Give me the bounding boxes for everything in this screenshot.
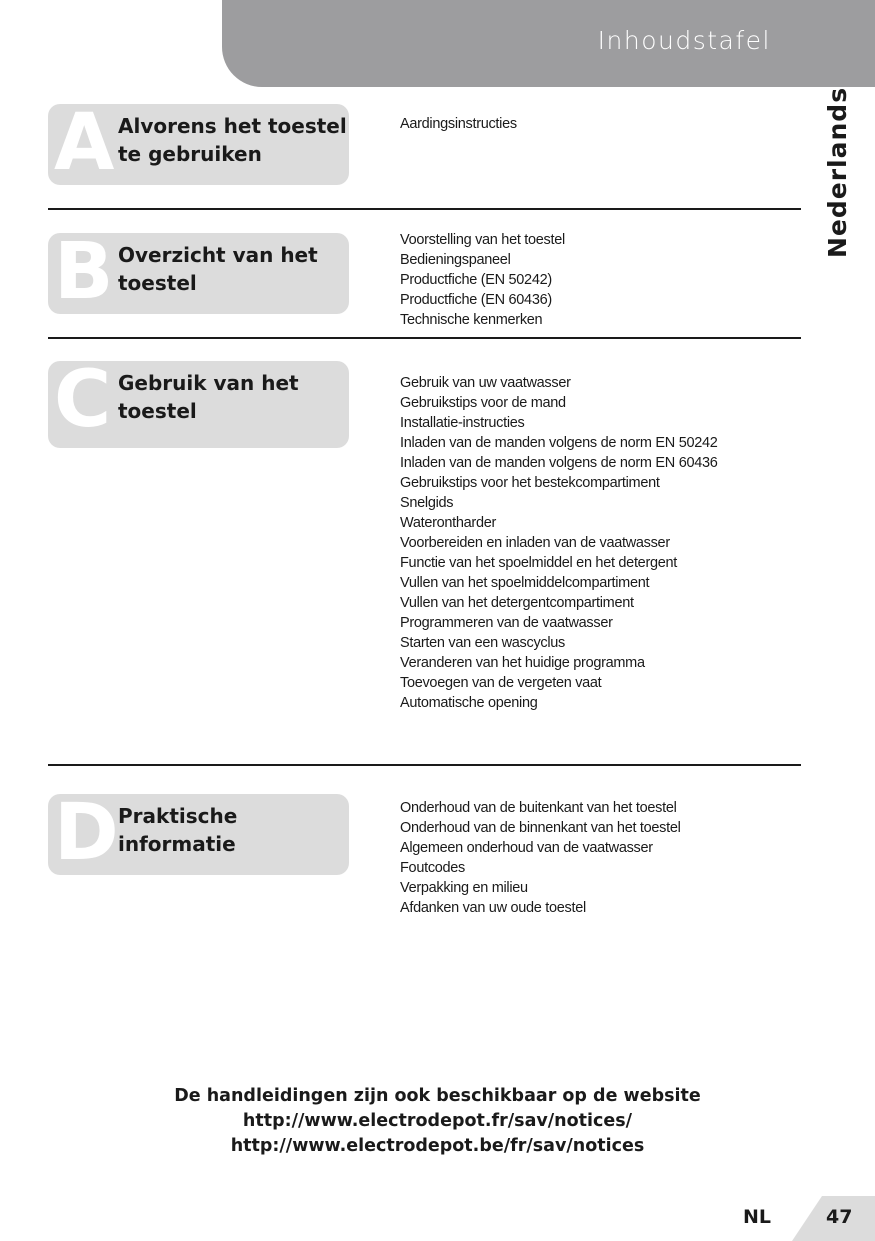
section-letter: B xyxy=(54,233,114,314)
toc-item[interactable]: Technische kenmerken xyxy=(400,312,543,328)
toc-item[interactable]: Foutcodes xyxy=(400,860,466,876)
toc-item[interactable]: Vullen van het detergentcompartiment xyxy=(400,595,634,611)
toc-item[interactable]: Gebruikstips voor de mand xyxy=(400,395,566,411)
section-d-items xyxy=(400,798,681,918)
toc-item[interactable]: Inladen van de manden volgens de norm EN 60436 xyxy=(400,455,718,471)
section-letter: C xyxy=(54,361,112,445)
toc-item[interactable]: Gebruikstips voor het bestekcompartiment xyxy=(400,475,660,491)
section-title: Alvorens het toestel te gebruiken xyxy=(118,114,347,166)
toc-item[interactable]: Snelgids xyxy=(400,495,454,511)
section-title: Praktische informatie xyxy=(118,804,238,856)
toc-item[interactable]: Functie van het spoelmiddel en het detergent xyxy=(400,555,677,571)
toc-item[interactable]: Algemeen onderhoud van de vaatwasser xyxy=(400,840,653,856)
toc-item[interactable]: Afdanken van uw oude toestel xyxy=(400,900,586,916)
toc-item[interactable]: Aardingsinstructies xyxy=(400,116,517,132)
section-a-items xyxy=(400,114,517,134)
toc-item[interactable]: Onderhoud van de buitenkant van het toestel xyxy=(400,800,677,816)
header-tab xyxy=(222,0,875,87)
divider xyxy=(48,208,801,210)
toc-item[interactable]: Voorbereiden en inladen van de vaatwasser xyxy=(400,535,670,551)
page-title: Inhoudstafel xyxy=(597,26,771,55)
section-title: Gebruik van het toestel xyxy=(118,371,299,423)
toc-item[interactable]: Voorstelling van het toestel xyxy=(400,232,565,248)
toc-item[interactable]: Productfiche (EN 60436) xyxy=(400,292,552,308)
toc-item[interactable]: Inladen van de manden volgens de norm EN 50242 xyxy=(400,435,718,451)
section-b-header[interactable] xyxy=(48,233,349,314)
toc-item[interactable]: Toevoegen van de vergeten vaat xyxy=(400,675,602,691)
section-c-header[interactable] xyxy=(48,361,349,448)
toc-item[interactable]: Gebruik van uw vaatwasser xyxy=(400,375,571,391)
side-language-label: Nederlands xyxy=(823,86,852,258)
toc-item[interactable]: Starten van een wascyclus xyxy=(400,635,565,651)
section-letter: D xyxy=(54,794,119,875)
toc-item[interactable]: Installatie-instructies xyxy=(400,415,525,431)
toc-item[interactable]: Onderhoud van de binnenkant van het toestel xyxy=(400,820,681,836)
website-link-fr[interactable]: http://www.electrodepot.fr/sav/notices/ xyxy=(242,1111,633,1131)
footer-language: NL xyxy=(743,1206,772,1228)
divider xyxy=(48,764,801,766)
page-number: 47 xyxy=(826,1206,853,1228)
section-a-header[interactable] xyxy=(48,104,349,185)
toc-item[interactable]: Programmeren van de vaatwasser xyxy=(400,615,613,631)
section-b-items xyxy=(400,230,565,330)
website-note xyxy=(0,1084,875,1159)
toc-item[interactable]: Waterontharder xyxy=(400,515,497,531)
toc-item[interactable]: Productfiche (EN 50242) xyxy=(400,272,552,288)
section-letter: A xyxy=(54,104,115,185)
toc-item[interactable]: Vullen van het spoelmiddelcompartiment xyxy=(400,575,650,591)
website-note-text: De handleidingen zijn ook beschikbaar op de website xyxy=(174,1086,701,1106)
toc-item[interactable]: Automatische opening xyxy=(400,695,538,711)
section-c-items xyxy=(400,373,718,713)
website-link-be[interactable]: http://www.electrodepot.be/fr/sav/notices xyxy=(230,1136,645,1156)
section-title: Overzicht van het toestel xyxy=(118,243,318,295)
divider xyxy=(48,337,801,339)
toc-item[interactable]: Bedieningspaneel xyxy=(400,252,511,268)
toc-item[interactable]: Verpakking en milieu xyxy=(400,880,528,896)
toc-item[interactable]: Veranderen van het huidige programma xyxy=(400,655,645,671)
section-d-header[interactable] xyxy=(48,794,349,875)
